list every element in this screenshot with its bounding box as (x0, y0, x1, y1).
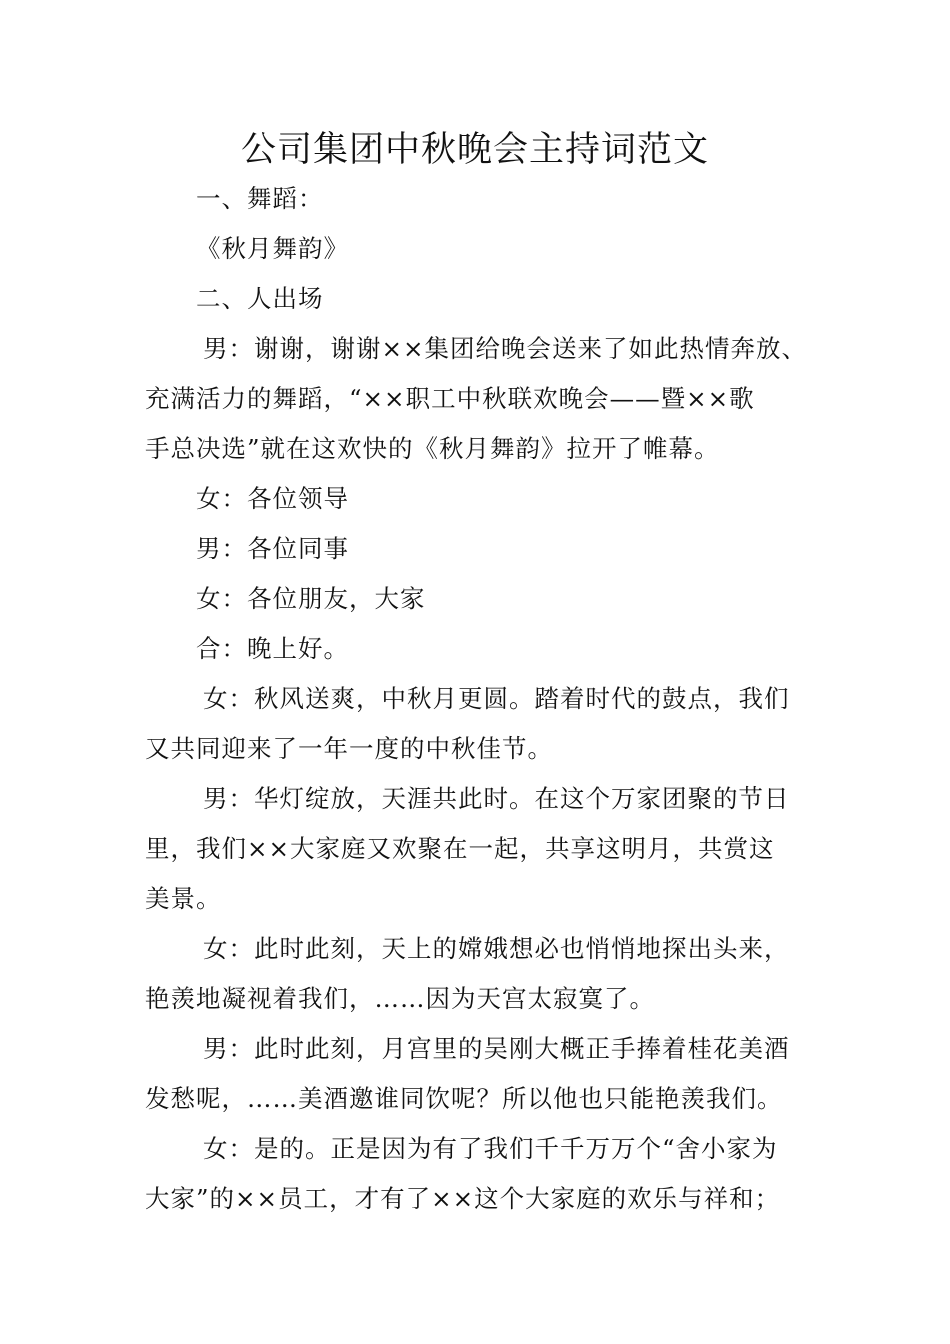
paragraph-line: 美景。 (145, 884, 222, 913)
paragraph-line: 男：此时此刻，月宫里的吴刚大概正手捧着桂花美酒 (203, 1034, 790, 1063)
paragraph-line: 充满活力的舞蹈，“××职工中秋联欢晚会——暨××歌 (145, 384, 755, 413)
section-heading-hosts: 二、人出场 (196, 284, 324, 313)
paragraph-line: 艳羡地凝视着我们，……因为天宫太寂寞了。 (145, 984, 655, 1013)
dialogue-line: 合：晚上好。 (196, 634, 349, 663)
paragraph-line: 女：秋风送爽，中秋月更圆。踏着时代的鼓点，我们 (203, 684, 790, 713)
paragraph-line: 女：是的。正是因为有了我们千千万万个“舍小家为 (203, 1134, 778, 1163)
program-name: 《秋月舞韵》 (196, 234, 349, 263)
dialogue-line: 女：各位领导 (196, 484, 349, 513)
section-heading-dance: 一、舞蹈： (196, 184, 324, 213)
paragraph-line: 大家”的××员工，才有了××这个大家庭的欢乐与祥和； (145, 1184, 781, 1213)
paragraph-line: 又共同迎来了一年一度的中秋佳节。 (145, 734, 553, 763)
paragraph-line: 里，我们××大家庭又欢聚在一起，共享这明月，共赏这 (145, 834, 775, 863)
paragraph-line: 女：此时此刻，天上的嫦娥想必也悄悄地探出头来， (203, 934, 790, 963)
paragraph-line: 发愁呢，……美酒邀谁同饮呢？所以他也只能艳羡我们。 (145, 1084, 783, 1113)
document-title: 公司集团中秋晚会主持词范文 (240, 130, 709, 170)
paragraph-line: 手总决选”就在这欢快的《秋月舞韵》拉开了帷幕。 (145, 434, 720, 463)
paragraph-line: 男：华灯绽放，天涯共此时。在这个万家团聚的节日 (203, 784, 790, 813)
dialogue-line: 女：各位朋友，大家 (196, 584, 426, 613)
paragraph-line: 男：谢谢，谢谢××集团给晚会送来了如此热情奔放、 (203, 334, 808, 363)
dialogue-line: 男：各位同事 (196, 534, 349, 563)
